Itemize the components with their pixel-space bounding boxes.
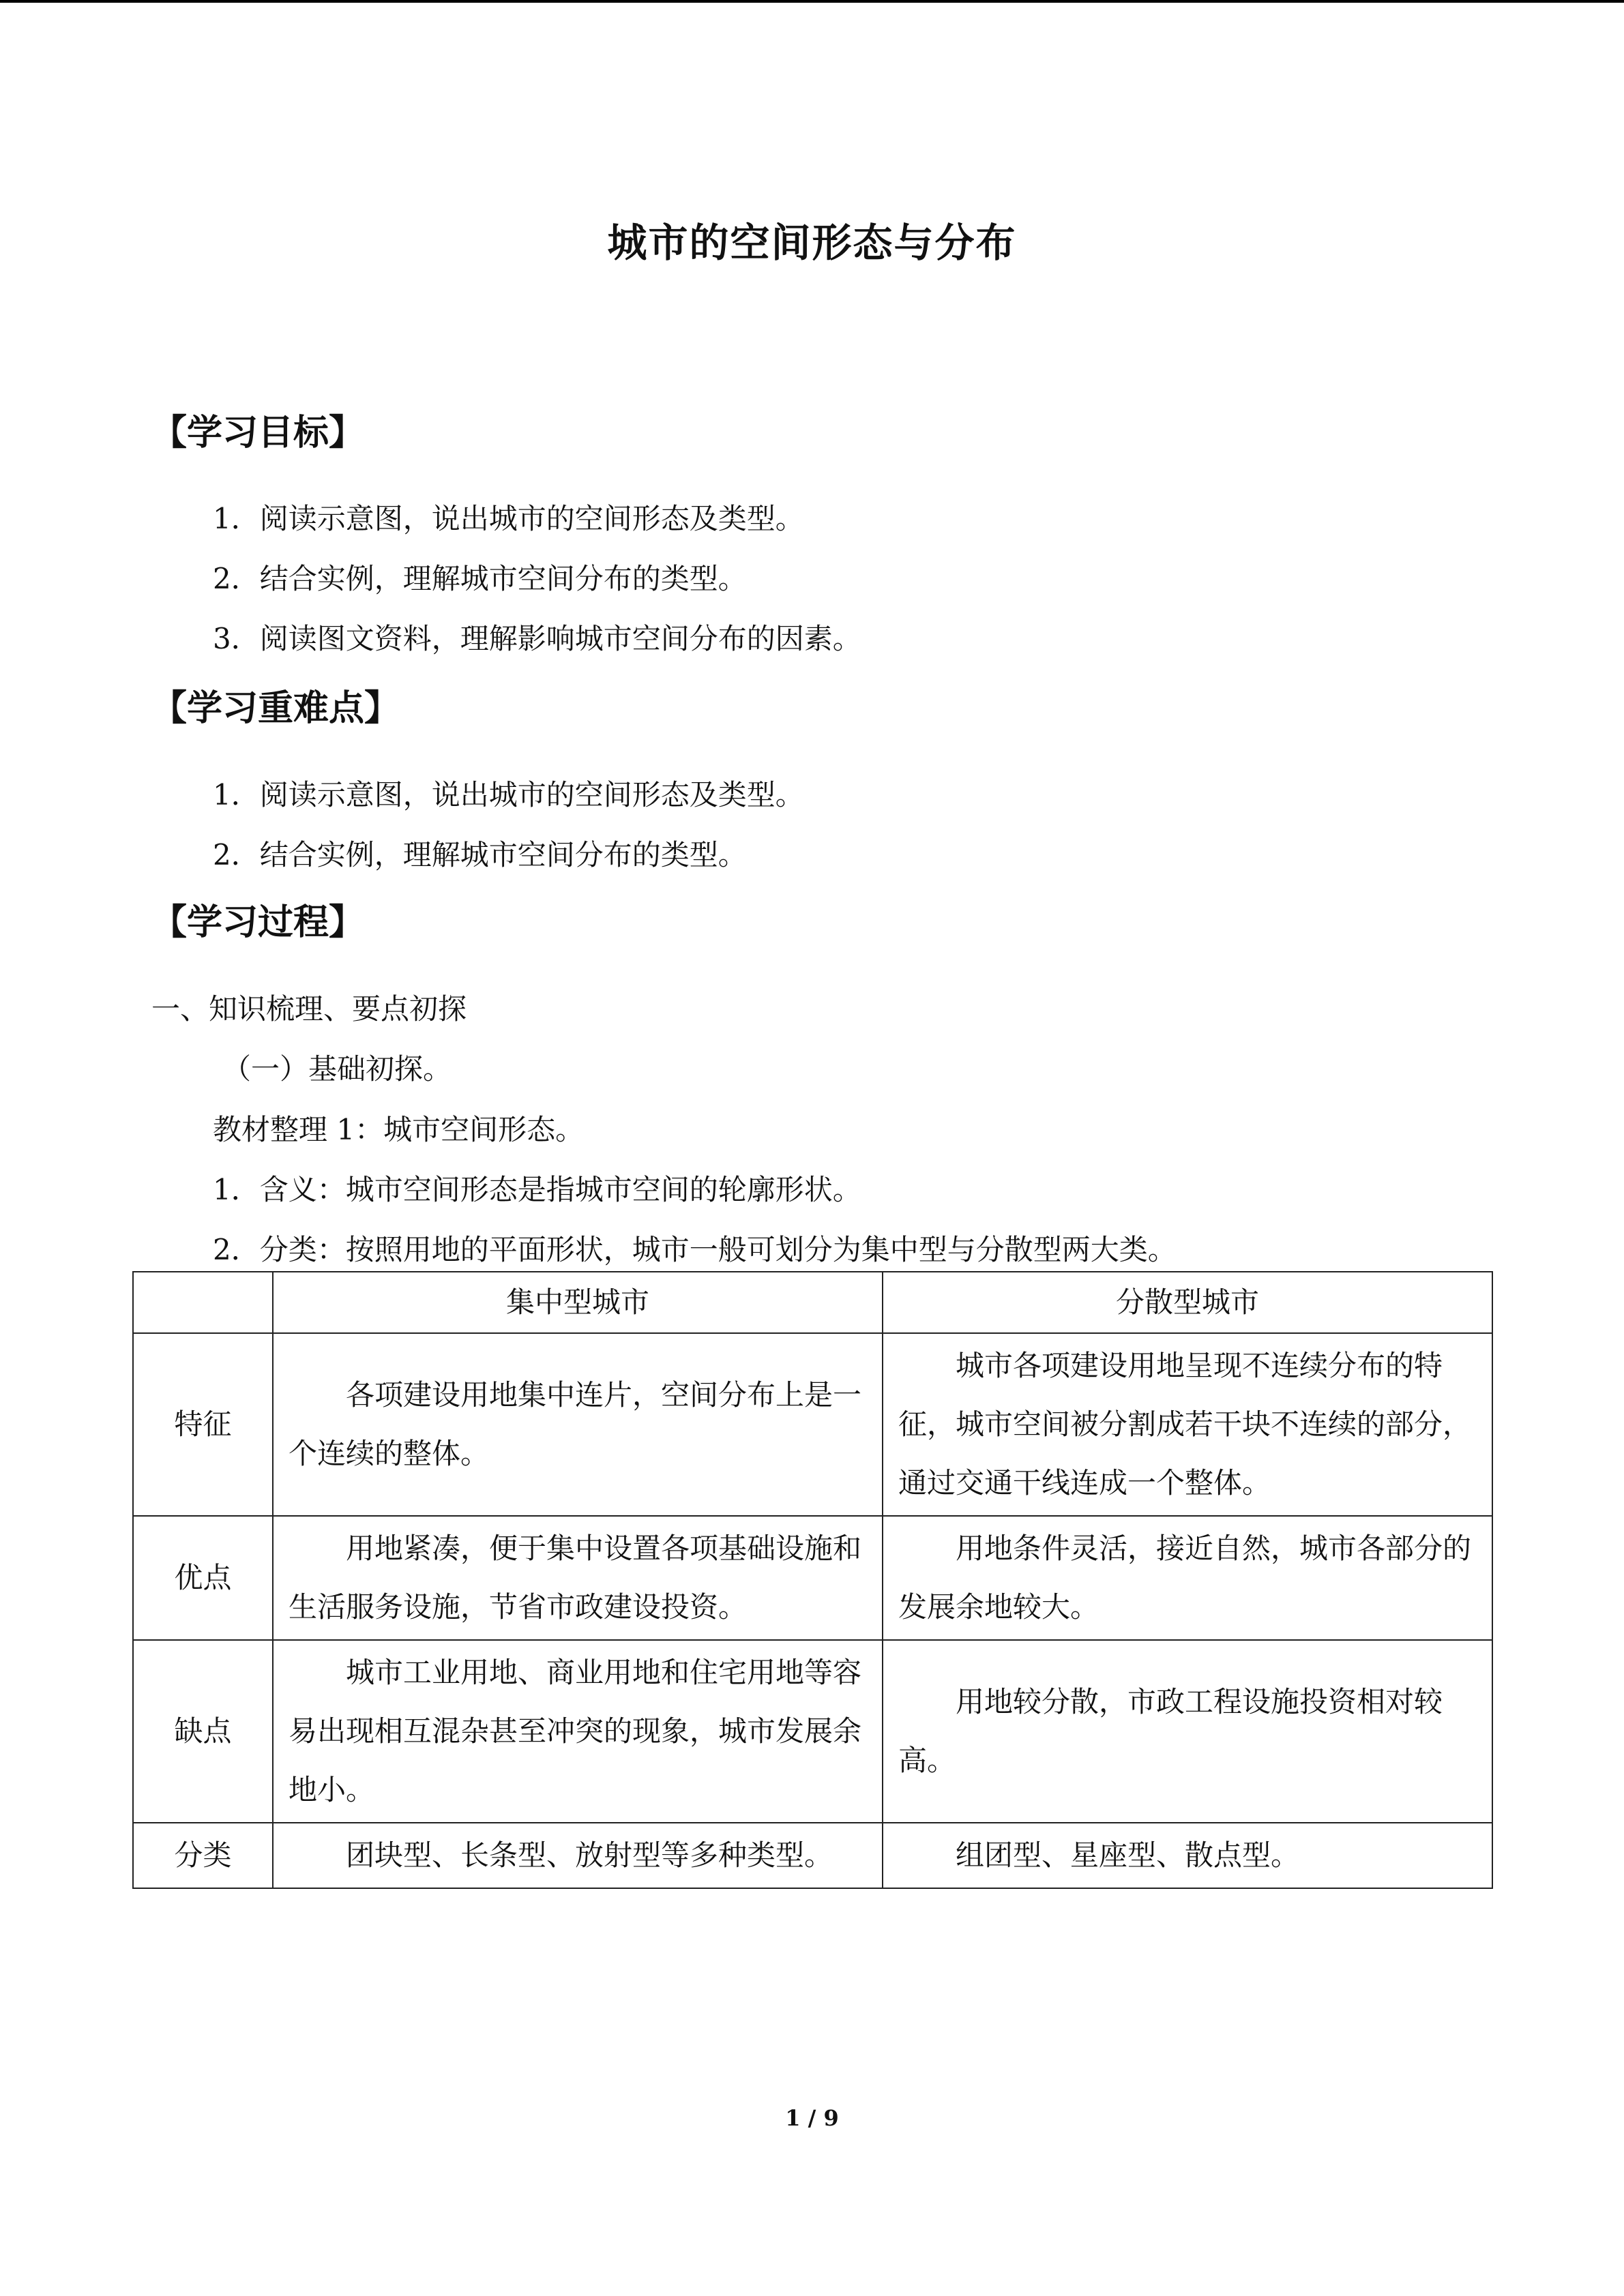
table-row xyxy=(133,1333,1492,1516)
process-heading: 【学习过程】 xyxy=(151,902,365,943)
features-concentrated: 各项建设用地集中连片，空间分布上是一个连续的整体。 xyxy=(273,1333,883,1516)
process-line-3: 教材整理 1：城市空间形态。 xyxy=(213,1113,585,1146)
page-number: 1 / 9 xyxy=(785,2105,839,2131)
process-line-5: 2．分类：按照用地的平面形状，城市一般可划分为集中型与分散型两大类。 xyxy=(213,1233,1177,1266)
objective-item-3: 3．阅读图文资料，理解影响城市空间分布的因素。 xyxy=(213,622,861,655)
objectives-heading: 【学习目标】 xyxy=(151,413,365,453)
objective-item-1: 1．阅读示意图，说出城市的空间形态及类型。 xyxy=(213,502,804,535)
row-label-types: 分类 xyxy=(133,1823,273,1888)
table-header-concentrated: 集中型城市 xyxy=(273,1272,883,1333)
process-line-1: 一、知识梳理、要点初探 xyxy=(151,992,467,1026)
table-header-empty xyxy=(133,1272,273,1333)
advantages-concentrated: 用地紧凑，便于集中设置各项基础设施和生活服务设施，节省市政建设投资。 xyxy=(273,1516,883,1640)
page-top-border xyxy=(0,0,1624,3)
advantages-dispersed: 用地条件灵活，接近自然，城市各部分的发展余地较大。 xyxy=(883,1516,1492,1640)
table-header-dispersed: 分散型城市 xyxy=(883,1272,1492,1333)
row-label-disadvantages: 缺点 xyxy=(133,1640,273,1823)
key-point-item-2: 2．结合实例，理解城市空间分布的类型。 xyxy=(213,838,747,871)
types-dispersed: 组团型、星座型、散点型。 xyxy=(883,1823,1492,1888)
table-row xyxy=(133,1640,1492,1823)
types-concentrated: 团块型、长条型、放射型等多种类型。 xyxy=(273,1823,883,1888)
document-title: 城市的空间形态与分布 xyxy=(607,220,1017,266)
key-point-item-1: 1．阅读示意图，说出城市的空间形态及类型。 xyxy=(213,778,804,811)
table-row xyxy=(133,1823,1492,1888)
disadvantages-dispersed: 用地较分散，市政工程设施投资相对较高。 xyxy=(883,1640,1492,1823)
disadvantages-concentrated: 城市工业用地、商业用地和住宅用地等容易出现相互混杂甚至冲突的现象，城市发展余地小。 xyxy=(273,1640,883,1823)
process-line-4: 1．含义：城市空间形态是指城市空间的轮廓形状。 xyxy=(213,1173,861,1206)
table-row xyxy=(133,1516,1492,1640)
features-dispersed: 城市各项建设用地呈现不连续分布的特征，城市空间被分割成若干块不连续的部分，通过交通干线连成一个整体。 xyxy=(883,1333,1492,1516)
key-points-heading: 【学习重难点】 xyxy=(151,688,400,729)
city-form-comparison-table xyxy=(132,1271,1493,1889)
row-label-features: 特征 xyxy=(133,1333,273,1516)
objective-item-2: 2．结合实例，理解城市空间分布的类型。 xyxy=(213,562,747,595)
process-line-2: （一）基础初探。 xyxy=(222,1052,452,1086)
row-label-advantages: 优点 xyxy=(133,1516,273,1640)
table-header-row xyxy=(133,1272,1492,1333)
